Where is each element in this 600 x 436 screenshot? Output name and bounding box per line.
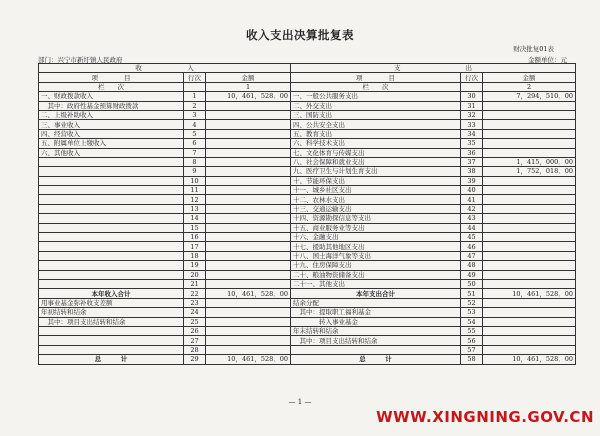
expense-amount	[483, 251, 576, 260]
expense-row-number: 36	[461, 148, 483, 157]
income-row-number: 14	[184, 214, 206, 223]
income-item	[39, 195, 184, 204]
table-row	[39, 139, 576, 148]
expense-item: 十九、住房保障支出	[291, 261, 461, 270]
income-row-number: 16	[184, 233, 206, 242]
table-row	[39, 317, 576, 326]
expense-item: 九、医疗卫生与计划生育支出	[291, 167, 461, 176]
income-amount	[206, 251, 291, 260]
expense-row-number: 58	[461, 355, 483, 364]
income-item-header: 项 目	[39, 73, 184, 82]
income-amount	[206, 223, 291, 232]
expense-item: 三、国防支出	[291, 110, 461, 119]
income-row-number: 11	[184, 186, 206, 195]
income-item	[39, 167, 184, 176]
income-amount	[206, 167, 291, 176]
income-item	[39, 279, 184, 288]
table-row	[39, 92, 576, 101]
expense-row-number: 39	[461, 176, 483, 185]
income-row-number: 12	[184, 195, 206, 204]
expense-item: 二十、粮油物资储备支出	[291, 270, 461, 279]
expense-item	[291, 345, 461, 354]
expense-row-number: 52	[461, 298, 483, 307]
expense-row-number: 51	[461, 289, 483, 298]
expense-amount	[483, 298, 576, 307]
table-row	[39, 157, 576, 166]
expense-section-header: 支 出	[291, 64, 576, 73]
income-item: 总 计	[39, 355, 184, 364]
income-row-number: 8	[184, 157, 206, 166]
income-row-number: 4	[184, 120, 206, 129]
income-row-number: 27	[184, 336, 206, 345]
income-amount	[206, 242, 291, 251]
income-amount	[206, 261, 291, 270]
income-item	[39, 186, 184, 195]
expense-amount: 1，415，000．00	[483, 157, 576, 166]
table-row	[39, 251, 576, 260]
income-amount	[206, 204, 291, 213]
table-row	[39, 101, 576, 110]
table-row	[39, 176, 576, 185]
expense-row-number: 42	[461, 204, 483, 213]
income-row-number: 3	[184, 110, 206, 119]
expense-amount	[483, 148, 576, 157]
income-row-number: 6	[184, 139, 206, 148]
income-amount	[206, 176, 291, 185]
income-row-number: 25	[184, 317, 206, 326]
expense-item: 其中：提取职工福利基金	[291, 308, 461, 317]
table-row	[39, 242, 576, 251]
expense-amount	[483, 186, 576, 195]
expense-row-number: 44	[461, 223, 483, 232]
expense-item: 本年支出合计	[291, 289, 461, 298]
expense-row-number: 45	[461, 233, 483, 242]
expense-row-number: 43	[461, 214, 483, 223]
form-code: 财决批复01表	[513, 45, 554, 53]
page-title: 收入支出决算批复表	[246, 28, 354, 42]
income-item	[39, 345, 184, 354]
income-item	[39, 336, 184, 345]
table-row	[39, 204, 576, 213]
income-item: 二、上级补助收入	[39, 110, 184, 119]
income-amount	[206, 326, 291, 335]
income-amount	[206, 148, 291, 157]
expense-rowno-header: 行次	[461, 73, 483, 82]
income-rowno-header: 行次	[184, 73, 206, 82]
expense-amount	[483, 317, 576, 326]
budget-table	[38, 63, 576, 365]
expense-row-number: 35	[461, 139, 483, 148]
income-item: 年初结转和结余	[39, 308, 184, 317]
income-row-number: 26	[184, 326, 206, 335]
income-item	[39, 242, 184, 251]
expense-item: 转入事业基金	[291, 317, 461, 326]
expense-column-index: 2	[483, 82, 576, 91]
expense-row-number: 50	[461, 279, 483, 288]
income-item: 三、事业收入	[39, 120, 184, 129]
income-amount	[206, 233, 291, 242]
income-item	[39, 223, 184, 232]
income-item	[39, 261, 184, 270]
income-amount	[206, 186, 291, 195]
income-item: 其中：政府性基金预算财政拨款	[39, 101, 184, 110]
table-column-index-row	[39, 82, 576, 91]
income-row-number: 17	[184, 242, 206, 251]
site-watermark: WWW.XINGNING.GOV.CN	[376, 408, 594, 426]
expense-row-number: 55	[461, 326, 483, 335]
income-row-number: 28	[184, 345, 206, 354]
table-row	[39, 355, 576, 364]
expense-row-number: 38	[461, 167, 483, 176]
income-amount	[206, 270, 291, 279]
expense-row-number: 53	[461, 308, 483, 317]
expense-item: 其中：项目支出结转和结余	[291, 336, 461, 345]
table-row	[39, 148, 576, 157]
income-item: 本年收入合计	[39, 289, 184, 298]
expense-item: 十八、国土海洋气象等支出	[291, 251, 461, 260]
income-amount	[206, 345, 291, 354]
expense-item: 十五、商业服务业等支出	[291, 223, 461, 232]
expense-amount: 7，294，510．00	[483, 92, 576, 101]
income-amount: 10，461，528．00	[206, 355, 291, 364]
expense-row-number: 40	[461, 186, 483, 195]
income-amount	[206, 214, 291, 223]
expense-row-number: 31	[461, 101, 483, 110]
income-row-number: 18	[184, 251, 206, 260]
table-row	[39, 214, 576, 223]
expense-amount	[483, 129, 576, 138]
income-row-number: 24	[184, 308, 206, 317]
income-row-number: 2	[184, 101, 206, 110]
table-row	[39, 261, 576, 270]
income-amount	[206, 195, 291, 204]
income-row-number: 1	[184, 92, 206, 101]
income-item	[39, 233, 184, 242]
budget-table-container	[38, 63, 575, 365]
income-section-header: 收 入	[39, 64, 291, 73]
income-row-number: 10	[184, 176, 206, 185]
expense-row-number: 47	[461, 251, 483, 260]
expense-amount	[483, 308, 576, 317]
income-item	[39, 326, 184, 335]
income-row-number: 20	[184, 270, 206, 279]
expense-row-number: 48	[461, 261, 483, 270]
expense-row-number: 33	[461, 120, 483, 129]
income-row-number: 15	[184, 223, 206, 232]
income-amount: 10，461，528．00	[206, 92, 291, 101]
expense-amount	[483, 139, 576, 148]
income-item: 其中：项目支出结转和结余	[39, 317, 184, 326]
income-row-number: 22	[184, 289, 206, 298]
income-amount	[206, 157, 291, 166]
table-row	[39, 110, 576, 119]
table-row	[39, 336, 576, 345]
expense-item: 四、公共安全支出	[291, 120, 461, 129]
expense-item: 二十一、其他支出	[291, 279, 461, 288]
expense-amount	[483, 279, 576, 288]
expense-item: 七、文化体育与传媒支出	[291, 148, 461, 157]
expense-amount	[483, 233, 576, 242]
table-row	[39, 289, 576, 298]
table-subheader-row	[39, 73, 576, 82]
expense-amount	[483, 101, 576, 110]
income-item	[39, 270, 184, 279]
expense-row-number: 56	[461, 336, 483, 345]
expense-column-label: 栏 次	[291, 82, 461, 91]
expense-row-number: 46	[461, 242, 483, 251]
page-number: — 1 —	[288, 398, 312, 406]
expense-item: 一、一般公共服务支出	[291, 92, 461, 101]
table-row	[39, 223, 576, 232]
income-item	[39, 214, 184, 223]
expense-row-number: 30	[461, 92, 483, 101]
income-item	[39, 251, 184, 260]
expense-item: 十、节能环保支出	[291, 176, 461, 185]
income-amount	[206, 139, 291, 148]
expense-item: 八、社会保障和就业支出	[291, 157, 461, 166]
income-item	[39, 157, 184, 166]
expense-row-number: 34	[461, 129, 483, 138]
income-amount	[206, 110, 291, 119]
income-amount	[206, 129, 291, 138]
table-row	[39, 270, 576, 279]
expense-row-number: 49	[461, 270, 483, 279]
department-label: 部门：兴宁市新圩镇人民政府	[38, 56, 123, 64]
income-row-number: 9	[184, 167, 206, 176]
expense-row-number: 37	[461, 157, 483, 166]
income-row-number: 21	[184, 279, 206, 288]
income-item: 五、附属单位上缴收入	[39, 139, 184, 148]
expense-amount	[483, 242, 576, 251]
expense-amount	[483, 120, 576, 129]
expense-amount	[483, 195, 576, 204]
income-amount: 10，461，528．00	[206, 289, 291, 298]
income-row-number: 29	[184, 355, 206, 364]
income-amount	[206, 317, 291, 326]
table-row	[39, 308, 576, 317]
table-row	[39, 298, 576, 307]
expense-amount: 10，461，528．00	[483, 355, 576, 364]
income-amount	[206, 120, 291, 129]
expense-amount	[483, 110, 576, 119]
expense-amount	[483, 336, 576, 345]
income-amount	[206, 279, 291, 288]
income-row-number: 23	[184, 298, 206, 307]
income-amount	[206, 101, 291, 110]
expense-row-number: 54	[461, 317, 483, 326]
table-row	[39, 120, 576, 129]
income-column-label: 栏 次	[39, 82, 184, 91]
expense-amount	[483, 176, 576, 185]
table-row	[39, 233, 576, 242]
expense-item: 六、科学技术支出	[291, 139, 461, 148]
expense-item: 十二、农林水支出	[291, 195, 461, 204]
table-row	[39, 167, 576, 176]
income-item: 一、财政拨款收入	[39, 92, 184, 101]
expense-item: 十四、资源勘探信息等支出	[291, 214, 461, 223]
expense-amount	[483, 326, 576, 335]
income-column-index: 1	[206, 82, 291, 91]
expense-amount	[483, 261, 576, 270]
table-row	[39, 186, 576, 195]
expense-amount	[483, 270, 576, 279]
table-row	[39, 279, 576, 288]
table-row	[39, 345, 576, 354]
expense-row-number: 57	[461, 345, 483, 354]
expense-item: 十三、交通运输支出	[291, 204, 461, 213]
expense-item: 十七、援助其他地区支出	[291, 242, 461, 251]
income-amount-header: 金额	[206, 73, 291, 82]
amount-unit-label: 金额单位：元	[528, 56, 567, 64]
expense-amount-header: 金额	[483, 73, 576, 82]
expense-amount	[483, 214, 576, 223]
expense-row-number: 32	[461, 110, 483, 119]
table-row	[39, 326, 576, 335]
expense-amount: 10，461，528．00	[483, 289, 576, 298]
expense-item: 五、教育支出	[291, 129, 461, 138]
expense-amount	[483, 223, 576, 232]
expense-item: 十六、金融支出	[291, 233, 461, 242]
income-row-number: 7	[184, 148, 206, 157]
income-item: 用事业基金弥补收支差额	[39, 298, 184, 307]
expense-item: 结余分配	[291, 298, 461, 307]
income-item	[39, 176, 184, 185]
income-item: 六、其他收入	[39, 148, 184, 157]
expense-item-header: 项 目	[291, 73, 461, 82]
income-row-number: 5	[184, 129, 206, 138]
income-row-number: 13	[184, 204, 206, 213]
table-row	[39, 129, 576, 138]
income-amount	[206, 336, 291, 345]
table-header-row	[39, 64, 576, 73]
expense-row-number: 41	[461, 195, 483, 204]
income-item	[39, 204, 184, 213]
expense-amount	[483, 345, 576, 354]
income-item: 四、经营收入	[39, 129, 184, 138]
expense-item: 年末结转和结余	[291, 326, 461, 335]
expense-item: 总 计	[291, 355, 461, 364]
income-amount	[206, 308, 291, 317]
table-row	[39, 195, 576, 204]
expense-item: 十一、城乡社区支出	[291, 186, 461, 195]
expense-amount: 1，752，018．00	[483, 167, 576, 176]
expense-item: 二、外交支出	[291, 101, 461, 110]
income-row-number: 19	[184, 261, 206, 270]
income-amount	[206, 298, 291, 307]
expense-amount	[483, 204, 576, 213]
